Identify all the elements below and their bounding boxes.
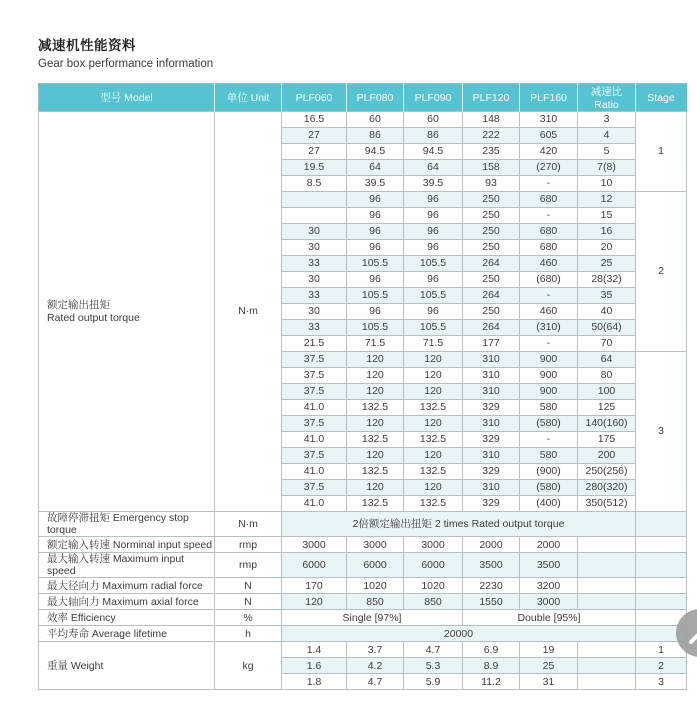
torque-value-cell: 250: [463, 224, 520, 240]
ratio-cell: [578, 658, 636, 674]
stage-cell: 1: [636, 112, 687, 192]
header-cell: PLF060: [282, 84, 347, 112]
torque-value-cell: 580: [520, 400, 578, 416]
torque-value-cell: 105.5: [347, 320, 404, 336]
spec-value-cell: 170: [282, 578, 347, 594]
merged-value-cell: 2倍额定输出扭矩 2 times Rated output torque: [282, 512, 636, 537]
ratio-cell: 40: [578, 304, 636, 320]
torque-value-cell: 132.5: [347, 432, 404, 448]
ratio-cell: 80: [578, 368, 636, 384]
torque-value-cell: 132.5: [347, 496, 404, 512]
spec-value-cell: 850: [404, 594, 463, 610]
torque-value-cell: 900: [520, 368, 578, 384]
torque-value-cell: 30: [282, 304, 347, 320]
weight-value-cell: 1.6: [282, 658, 347, 674]
weight-value-cell: 1.8: [282, 674, 347, 690]
torque-value-cell: 120: [404, 416, 463, 432]
spec-value-cell: 3000: [282, 537, 347, 553]
weight-value-cell: 4.7: [404, 642, 463, 658]
ratio-cell: 25: [578, 256, 636, 272]
torque-value-cell: 310: [463, 448, 520, 464]
torque-value-cell: 16.5: [282, 112, 347, 128]
ratio-cell: 35: [578, 288, 636, 304]
unit-cell: kg: [215, 642, 282, 690]
header-cell: PLF120: [463, 84, 520, 112]
ratio-cell: [578, 674, 636, 690]
torque-value-cell: 680: [520, 192, 578, 208]
ratio-cell: 200: [578, 448, 636, 464]
stage-cell: [636, 553, 687, 578]
torque-value-cell: 900: [520, 352, 578, 368]
header-cell: PLF160: [520, 84, 578, 112]
torque-value-cell: 120: [347, 416, 404, 432]
spec-value-cell: 2000: [520, 537, 578, 553]
torque-value-cell: 680: [520, 224, 578, 240]
torque-value-cell: 41.0: [282, 496, 347, 512]
torque-value-cell: 60: [404, 112, 463, 128]
spec-value-cell: 3000: [347, 537, 404, 553]
torque-value-cell: 39.5: [347, 176, 404, 192]
torque-value-cell: (580): [520, 480, 578, 496]
torque-value-cell: 420: [520, 144, 578, 160]
arrow-up-right-icon: [676, 609, 697, 657]
torque-value-cell: 605: [520, 128, 578, 144]
torque-value-cell: (310): [520, 320, 578, 336]
torque-value-cell: [282, 208, 347, 224]
torque-value-cell: -: [520, 432, 578, 448]
header-cell: Stage: [636, 84, 687, 112]
torque-value-cell: 37.5: [282, 416, 347, 432]
torque-value-cell: -: [520, 288, 578, 304]
header-cell: 单位 Unit: [215, 84, 282, 112]
torque-value-cell: 900: [520, 384, 578, 400]
ratio-cell: 64: [578, 352, 636, 368]
torque-value-cell: 96: [404, 304, 463, 320]
torque-value-cell: 120: [347, 480, 404, 496]
unit-cell: h: [215, 626, 282, 642]
unit-cell: N: [215, 578, 282, 594]
table-header-row: [39, 84, 687, 112]
torque-value-cell: 580: [520, 448, 578, 464]
weight-value-cell: 5.3: [404, 658, 463, 674]
torque-value-cell: 105.5: [347, 288, 404, 304]
torque-value-cell: 64: [347, 160, 404, 176]
ratio-cell: 125: [578, 400, 636, 416]
spec-value-cell: 1020: [404, 578, 463, 594]
stage-cell: [636, 578, 687, 594]
spec-label-cell: 故障停滞扭矩 Emergency stop torque: [39, 512, 215, 537]
spec-value-cell: 6000: [404, 553, 463, 578]
weight-value-cell: 4.7: [347, 674, 404, 690]
torque-value-cell: 96: [347, 224, 404, 240]
torque-value-cell: 105.5: [404, 320, 463, 336]
weight-value-cell: 3.7: [347, 642, 404, 658]
spec-value-cell: 850: [347, 594, 404, 610]
spec-value-cell: 6000: [282, 553, 347, 578]
torque-value-cell: 329: [463, 432, 520, 448]
torque-value-cell: 250: [463, 304, 520, 320]
torque-value-cell: (680): [520, 272, 578, 288]
torque-value-cell: 60: [347, 112, 404, 128]
torque-value-cell: 96: [347, 192, 404, 208]
ratio-cell: 70: [578, 336, 636, 352]
spec-value-cell: 3500: [520, 553, 578, 578]
spec-value-cell: 120: [282, 594, 347, 610]
torque-value-cell: 120: [404, 384, 463, 400]
ratio-cell: [578, 594, 636, 610]
torque-value-cell: 30: [282, 224, 347, 240]
torque-value-cell: 33: [282, 320, 347, 336]
ratio-cell: 50(64): [578, 320, 636, 336]
ratio-cell: 10: [578, 176, 636, 192]
torque-value-cell: 37.5: [282, 384, 347, 400]
ratio-cell: 250(256): [578, 464, 636, 480]
weight-value-cell: 19: [520, 642, 578, 658]
stage-cell: 2: [636, 192, 687, 352]
unit-cell: N·m: [215, 512, 282, 537]
torque-value-cell: 94.5: [404, 144, 463, 160]
split-value-cell: Single [97%]: [282, 610, 463, 626]
ratio-cell: 16: [578, 224, 636, 240]
torque-value-cell: 310: [463, 480, 520, 496]
torque-value-cell: 33: [282, 256, 347, 272]
torque-value-cell: 105.5: [404, 288, 463, 304]
stage-cell: [636, 537, 687, 553]
torque-value-cell: 96: [347, 240, 404, 256]
spec-value-cell: 2000: [463, 537, 520, 553]
unit-cell: N: [215, 594, 282, 610]
torque-value-cell: 41.0: [282, 464, 347, 480]
torque-value-cell: 27: [282, 144, 347, 160]
spec-label-cell: 最大输入转速 Maximum input speed: [39, 553, 215, 578]
spec-value-cell: 1020: [347, 578, 404, 594]
weight-value-cell: 5.9: [404, 674, 463, 690]
ratio-cell: 12: [578, 192, 636, 208]
torque-value-cell: 37.5: [282, 448, 347, 464]
torque-value-cell: 30: [282, 240, 347, 256]
torque-value-cell: -: [520, 208, 578, 224]
spec-table: [38, 83, 687, 690]
torque-value-cell: 177: [463, 336, 520, 352]
torque-value-cell: 329: [463, 464, 520, 480]
torque-value-cell: 235: [463, 144, 520, 160]
torque-value-cell: 250: [463, 272, 520, 288]
torque-value-cell: 8.5: [282, 176, 347, 192]
torque-value-cell: 96: [347, 272, 404, 288]
torque-value-cell: 264: [463, 256, 520, 272]
ratio-cell: 20: [578, 240, 636, 256]
ratio-cell: [578, 537, 636, 553]
weight-label-cell: 重量 Weight: [39, 642, 215, 690]
torque-value-cell: 39.5: [404, 176, 463, 192]
torque-value-cell: 120: [347, 384, 404, 400]
ratio-cell: [578, 578, 636, 594]
torque-value-cell: 30: [282, 272, 347, 288]
torque-value-cell: 120: [404, 368, 463, 384]
torque-value-cell: 94.5: [347, 144, 404, 160]
torque-value-cell: 680: [520, 240, 578, 256]
ratio-cell: 100: [578, 384, 636, 400]
weight-value-cell: 6.9: [463, 642, 520, 658]
torque-value-cell: 310: [463, 368, 520, 384]
torque-value-cell: 120: [347, 448, 404, 464]
ratio-cell: 3: [578, 112, 636, 128]
unit-cell: rmp: [215, 537, 282, 553]
ratio-cell: 350(512): [578, 496, 636, 512]
torque-value-cell: [282, 192, 347, 208]
torque-value-cell: 21.5: [282, 336, 347, 352]
ratio-cell: [578, 553, 636, 578]
ratio-cell: 4: [578, 128, 636, 144]
unit-cell: N·m: [215, 112, 282, 512]
torque-value-cell: 132.5: [347, 464, 404, 480]
torque-value-cell: 460: [520, 304, 578, 320]
stage-cell: 1: [636, 642, 687, 658]
torque-value-cell: 93: [463, 176, 520, 192]
spec-label-cell: 额定输入转速 Norminal input speed: [39, 537, 215, 553]
weight-value-cell: 11.2: [463, 674, 520, 690]
torque-value-cell: 264: [463, 320, 520, 336]
weight-value-cell: 8.9: [463, 658, 520, 674]
torque-value-cell: 96: [404, 272, 463, 288]
unit-cell: %: [215, 610, 282, 626]
torque-value-cell: 96: [347, 304, 404, 320]
header-cell: PLF080: [347, 84, 404, 112]
torque-value-cell: 96: [404, 192, 463, 208]
torque-value-cell: (900): [520, 464, 578, 480]
stage-cell: 3: [636, 352, 687, 512]
torque-value-cell: 41.0: [282, 400, 347, 416]
torque-value-cell: 105.5: [347, 256, 404, 272]
unit-cell: rmp: [215, 553, 282, 578]
torque-value-cell: -: [520, 336, 578, 352]
spec-label-cell: 平均寿命 Average lifetime: [39, 626, 215, 642]
spec-label-cell: 最大轴向力 Maximum axial force: [39, 594, 215, 610]
torque-value-cell: 158: [463, 160, 520, 176]
torque-value-cell: 71.5: [404, 336, 463, 352]
page-content: [38, 34, 687, 690]
spec-value-cell: 2230: [463, 578, 520, 594]
torque-value-cell: 120: [404, 480, 463, 496]
torque-value-cell: 27: [282, 128, 347, 144]
torque-value-cell: (270): [520, 160, 578, 176]
torque-value-cell: (580): [520, 416, 578, 432]
torque-value-cell: 64: [404, 160, 463, 176]
ratio-cell: 5: [578, 144, 636, 160]
header-cell: PLF090: [404, 84, 463, 112]
torque-value-cell: 250: [463, 240, 520, 256]
header-cell: 减速比 Ratio: [578, 84, 636, 112]
torque-value-cell: 37.5: [282, 352, 347, 368]
torque-value-cell: 132.5: [404, 400, 463, 416]
spec-value-cell: 3000: [404, 537, 463, 553]
rated-output-torque-label: 额定输出扭矩 Rated output torque: [39, 112, 215, 512]
torque-value-cell: 41.0: [282, 432, 347, 448]
spec-value-cell: 3000: [520, 594, 578, 610]
torque-value-cell: 120: [404, 352, 463, 368]
ratio-cell: 15: [578, 208, 636, 224]
torque-value-cell: 310: [463, 416, 520, 432]
torque-value-cell: 222: [463, 128, 520, 144]
ratio-cell: 175: [578, 432, 636, 448]
torque-value-cell: 310: [463, 384, 520, 400]
torque-value-cell: 250: [463, 192, 520, 208]
weight-value-cell: 25: [520, 658, 578, 674]
ratio-cell: [578, 642, 636, 658]
torque-value-cell: 37.5: [282, 480, 347, 496]
page-title: 减速机性能资料: [38, 38, 136, 53]
torque-value-cell: -: [520, 176, 578, 192]
torque-value-cell: 96: [404, 208, 463, 224]
spec-value-cell: 6000: [347, 553, 404, 578]
torque-value-cell: 19.5: [282, 160, 347, 176]
torque-value-cell: 105.5: [404, 256, 463, 272]
torque-value-cell: 96: [404, 224, 463, 240]
torque-value-cell: 250: [463, 208, 520, 224]
torque-value-cell: 132.5: [404, 464, 463, 480]
torque-value-cell: 148: [463, 112, 520, 128]
spec-label-cell: 最大径向力 Maximum radial force: [39, 578, 215, 594]
torque-value-cell: 120: [347, 368, 404, 384]
torque-value-cell: (400): [520, 496, 578, 512]
stage-cell: 2: [636, 658, 687, 674]
weight-value-cell: 4.2: [347, 658, 404, 674]
spec-value-cell: 1550: [463, 594, 520, 610]
torque-value-cell: 329: [463, 496, 520, 512]
torque-value-cell: 132.5: [347, 400, 404, 416]
torque-value-cell: 132.5: [404, 496, 463, 512]
ratio-cell: 280(320): [578, 480, 636, 496]
weight-value-cell: 31: [520, 674, 578, 690]
torque-value-cell: 120: [404, 448, 463, 464]
stage-cell: 3: [636, 674, 687, 690]
torque-value-cell: 96: [347, 208, 404, 224]
torque-value-cell: 86: [347, 128, 404, 144]
ratio-cell: 7(8): [578, 160, 636, 176]
torque-value-cell: 71.5: [347, 336, 404, 352]
ratio-cell: 140(160): [578, 416, 636, 432]
torque-value-cell: 310: [463, 352, 520, 368]
torque-value-cell: 86: [404, 128, 463, 144]
split-value-cell: Double [95%]: [463, 610, 636, 626]
torque-value-cell: 37.5: [282, 368, 347, 384]
merged-value-cell: 20000: [282, 626, 636, 642]
torque-value-cell: 132.5: [404, 432, 463, 448]
torque-value-cell: 33: [282, 288, 347, 304]
spec-label-cell: 效率 Efficiency: [39, 610, 215, 626]
spec-value-cell: 3200: [520, 578, 578, 594]
table-body: [39, 112, 687, 690]
page-subtitle: Gear box performance information: [38, 58, 214, 70]
torque-value-cell: 264: [463, 288, 520, 304]
header-cell: 型号 Model: [39, 84, 215, 112]
spec-value-cell: 3500: [463, 553, 520, 578]
weight-value-cell: 1.4: [282, 642, 347, 658]
torque-value-cell: 120: [347, 352, 404, 368]
torque-value-cell: 310: [520, 112, 578, 128]
torque-value-cell: 460: [520, 256, 578, 272]
torque-value-cell: 96: [404, 240, 463, 256]
scroll-top-button[interactable]: [676, 609, 697, 657]
torque-value-cell: 329: [463, 400, 520, 416]
ratio-cell: 28(32): [578, 272, 636, 288]
stage-cell: [636, 594, 687, 610]
stage-cell: [636, 512, 687, 537]
